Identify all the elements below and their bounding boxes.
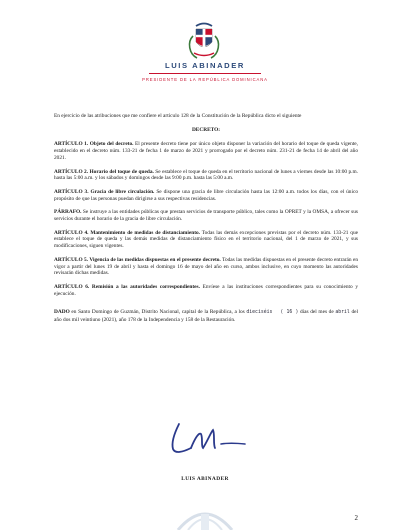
article-text: Todas las medidas dispuestas en el presente decreto entrarán en vigor a partir del lunes 19 de abril y hasta el domingo 16 de mayo del año en curso, ambos inclusive, en cuyo momento las autoridades revisarán dichas medidas.: [54, 256, 358, 277]
article-heading: ARTÍCULO 6. Remisión a las autoridades correspondientes.: [54, 283, 200, 290]
article-4: [54, 230, 358, 250]
header-name: LUIS ABINADER: [164, 61, 245, 70]
article-6: [54, 284, 358, 297]
dado-text-1: en Santo Domingo de Guzmán, Distrito Nacional, capital de la República, a los: [69, 309, 247, 316]
signatory-name: LUIS ABINADER: [181, 476, 229, 482]
article-1: [54, 141, 358, 161]
article-text: Se instruye a las entidades públicas que prestan servicios de transporte público, tales como la OPRET y la OMSA, a ofrecer sus servicios durante el horario de la gracia de libre circulación.: [54, 209, 358, 223]
intro-paragraph: En ejercicio de las atribuciones que me confiere el artículo 128 de la Constitución de la República dicto el siguiente: [54, 113, 302, 119]
dado-text-3: del año dos mil veintiuno (2021), año 178 de la Independencia y 158 de la Restauración.: [54, 309, 359, 324]
article-text: Se establece el toque de queda en el territorio nacional de lunes a viernes desde las 10:00 p.m. hasta las 5:00 a.m. y los sábados y domingos desde las 9:00 p.m. hasta las 5:00 a.m.: [54, 168, 358, 182]
header-subtitle: PRESIDENTE DE LA REPÚBLICA DOMINICANA: [142, 77, 268, 82]
day-words-field: dieciséis: [246, 310, 273, 316]
day-number-field: ( 16 ): [280, 310, 299, 316]
page-number: 2: [354, 514, 358, 522]
decree-body: [54, 113, 358, 331]
article-heading: ARTÍCULO 4. Mantenimiento de medidas de distanciamiento.: [54, 229, 200, 236]
dado-label: DADO: [54, 309, 70, 316]
article-text: Todas las demás excepciones previstas por el decreto núm. 133-21 que establece el toque de queda y las demás medidas de distanciamiento físico en el territorio nacional, del 1 de marzo de 2021, y sus modificaciones, siguen vigentes.: [54, 229, 358, 250]
article-heading: ARTÍCULO 2. Horario del toque de queda.: [54, 168, 154, 175]
paragraph-clause: [54, 209, 358, 222]
dado-paragraph: [54, 309, 358, 323]
article-heading: ARTÍCULO 5. Vigencia de las medidas dispuestas en el presente decreto.: [54, 256, 221, 263]
decree-title: DECRETO:: [191, 126, 221, 133]
article-2: [54, 169, 358, 182]
article-heading: PÁRRAFO.: [54, 209, 82, 216]
monument-icon: [170, 496, 240, 530]
dado-text-2: días del mes de: [298, 309, 336, 316]
article-text: Envíese a las instituciones correspondientes para su conocimiento y ejecución.: [54, 283, 358, 297]
article-heading: ARTÍCULO 3. Gracia de libre circulación.: [54, 188, 155, 195]
article-text: El presente decreto tiene por único objeto disponer la variación del horario del toque de queda vigente, establecido en el decreto núm. 133-21 de fecha 1 de marzo de 2021 y prorrogado por el decreto núm. 231-21 de fecha 14 de abril del año 2021.: [54, 141, 358, 161]
month-field: abril: [335, 310, 350, 316]
coat-of-arms-icon: [185, 16, 223, 60]
article-heading: ARTÍCULO 1. Objeto del decreto.: [54, 141, 134, 148]
handwritten-signature: [165, 418, 255, 460]
header-divider: [149, 73, 261, 74]
article-5: [54, 257, 358, 277]
article-text: Se dispone una gracia de libre circulación hasta las 12:00 a.m. todos los días, con el único propósito de que las personas puedan dirigirse a sus respectivas residencias.: [54, 188, 358, 202]
article-3: [54, 189, 358, 202]
